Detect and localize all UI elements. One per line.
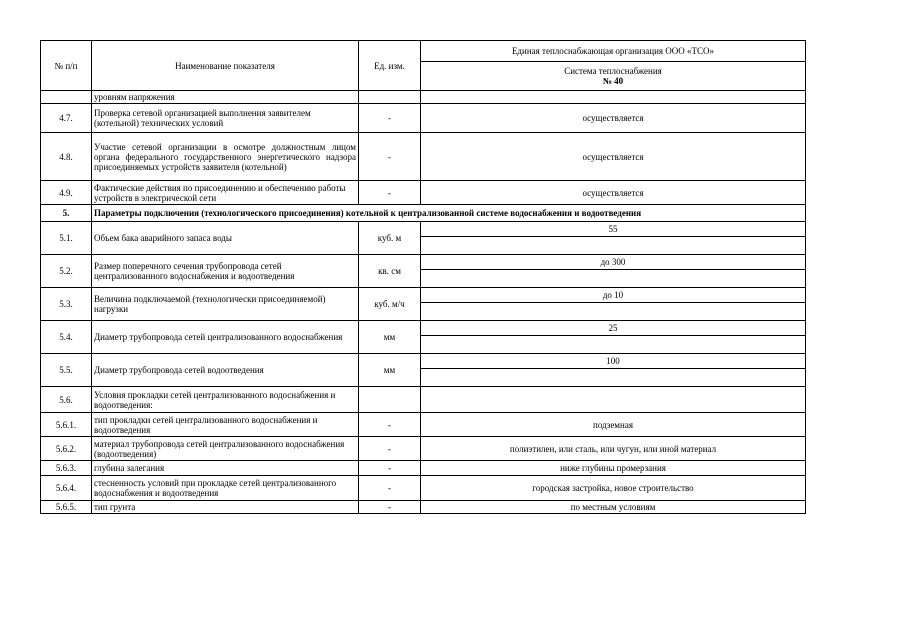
table-row xyxy=(41,133,806,181)
document-page xyxy=(40,40,805,514)
row-name: материал трубопровода сетей централизованного водоснабжения (водоотведения) xyxy=(92,437,359,461)
row-unit: кв. см xyxy=(359,255,421,288)
table-row xyxy=(41,181,806,205)
table-row xyxy=(41,387,806,413)
row-unit: мм xyxy=(359,354,421,387)
table-row xyxy=(41,255,806,288)
header-org: Единая теплоснабжающая организация ООО «ТСО» xyxy=(421,41,806,62)
row-unit: - xyxy=(359,437,421,461)
row-value-cell xyxy=(421,222,806,255)
row-value: до 300 xyxy=(421,255,805,270)
header-col-num: № п/п xyxy=(41,41,92,91)
row-unit: куб. м xyxy=(359,222,421,255)
system-number: № 40 xyxy=(602,76,624,86)
row-value: полиэтилен, или сталь, или чугун, или иной материал xyxy=(421,437,806,461)
row-value-cell xyxy=(421,354,806,387)
row-value: осуществляется xyxy=(421,181,806,205)
section-title: Параметры подключения (технологического присоединения) котельной к централизованной системе водоснабжения и водоотведения xyxy=(92,205,806,222)
row-name: тип грунта xyxy=(92,501,359,514)
table-row xyxy=(41,354,806,387)
row-value-cell xyxy=(421,255,806,288)
row-name: Диаметр трубопровода сетей водоотведения xyxy=(92,354,359,387)
header-system xyxy=(421,62,806,91)
table-row xyxy=(41,288,806,321)
row-name: Фактические действия по присоединению и обеспечению работы устройств в электрической сети xyxy=(92,181,359,205)
row-num: 5.2. xyxy=(41,255,92,288)
row-num: 4.9. xyxy=(41,181,92,205)
section-row xyxy=(41,205,806,222)
row-value: ниже глубины промерзания xyxy=(421,461,806,476)
row-unit: - xyxy=(359,181,421,205)
row-name: стесненность условий при прокладке сетей централизованного водоснабжения и водоотведения xyxy=(92,476,359,501)
table-row xyxy=(41,91,806,104)
row-num: 4.7. xyxy=(41,104,92,133)
row-num: 5.6.5. xyxy=(41,501,92,514)
header-row xyxy=(41,41,806,62)
row-name: Диаметр трубопровода сетей централизованного водоснабжения xyxy=(92,321,359,354)
row-name: Объем бака аварийного запаса воды xyxy=(92,222,359,255)
table-row xyxy=(41,476,806,501)
row-name: Условия прокладки сетей централизованного водоснабжения и водоотведения: xyxy=(92,387,359,413)
section-num: 5. xyxy=(41,205,92,222)
header-col-name: Наименование показателя xyxy=(92,41,359,91)
table-row xyxy=(41,437,806,461)
system-label: Система теплоснабжения xyxy=(564,66,662,76)
table-row xyxy=(41,222,806,255)
row-value-cell xyxy=(421,288,806,321)
table-row xyxy=(41,413,806,437)
row-value: по местным условиям xyxy=(421,501,806,514)
row-unit: - xyxy=(359,413,421,437)
row-num: 5.6.2. xyxy=(41,437,92,461)
table-row xyxy=(41,104,806,133)
row-unit: куб. м/ч xyxy=(359,288,421,321)
row-num: 5.6. xyxy=(41,387,92,413)
row-value-cell xyxy=(421,321,806,354)
row-num: 5.5. xyxy=(41,354,92,387)
row-value: осуществляется xyxy=(421,133,806,181)
row-unit: мм xyxy=(359,321,421,354)
row-value: подземная xyxy=(421,413,806,437)
row-name: тип прокладки сетей централизованного водоснабжения и водоотведения xyxy=(92,413,359,437)
row-name: Величина подключаемой (технологически присоединяемой) нагрузки xyxy=(92,288,359,321)
row-value: осуществляется xyxy=(421,104,806,133)
row-value: 25 xyxy=(421,321,805,336)
row-unit: - xyxy=(359,501,421,514)
row-num: 5.3. xyxy=(41,288,92,321)
row-num: 5.6.3. xyxy=(41,461,92,476)
row-num: 5.4. xyxy=(41,321,92,354)
table-row xyxy=(41,501,806,514)
row-name: Размер поперечного сечения трубопровода сетей централизованного водоснабжения и водоотведения xyxy=(92,255,359,288)
row-value: городская застройка, новое строительство xyxy=(421,476,806,501)
header-col-unit: Ед. изм. xyxy=(359,41,421,91)
row-value: 55 xyxy=(421,222,805,237)
row-unit: - xyxy=(359,133,421,181)
row-name: Проверка сетевой организацией выполнения заявителем (котельной) технических условий xyxy=(92,104,359,133)
row-unit: - xyxy=(359,476,421,501)
row-name: глубина залегания xyxy=(92,461,359,476)
row-unit: - xyxy=(359,104,421,133)
table-row xyxy=(41,321,806,354)
row-num: 5.6.4. xyxy=(41,476,92,501)
parameters-table xyxy=(40,40,806,514)
row-name: уровням напряжения xyxy=(92,91,359,104)
row-num: 5.6.1. xyxy=(41,413,92,437)
row-value: до 10 xyxy=(421,288,805,303)
row-num: 5.1. xyxy=(41,222,92,255)
row-value: 100 xyxy=(421,354,805,369)
row-name: Участие сетевой организации в осмотре должностным лицом органа федерального государственного энергетического надзора присоединяемых устройств заявителя (котельной) xyxy=(92,133,359,181)
row-num: 4.8. xyxy=(41,133,92,181)
row-unit: - xyxy=(359,461,421,476)
table-row xyxy=(41,461,806,476)
